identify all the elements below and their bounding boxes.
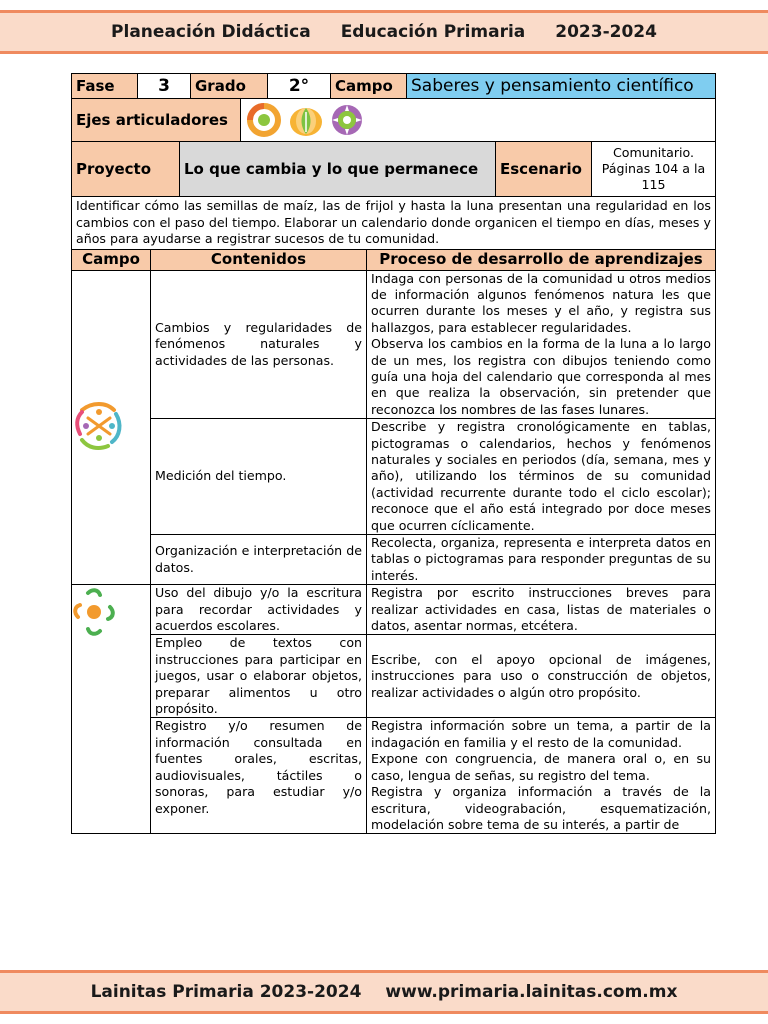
info-table xyxy=(71,73,716,99)
contenido-cell: Medición del tiempo. xyxy=(151,419,367,535)
proyecto-label: Proyecto xyxy=(72,142,180,197)
proceso-cell: Registra información sobre un tema, a partir de la indagación en familia y el resto de la comunidad. Expone con congruencia, de manera oral o, en su caso, lengua de señas, su registro del tema. Registra y organiza información a través de la escritura, videograbación, esquematización, modelación sobre tema de su interés, a partir de xyxy=(367,718,716,834)
escenario-label: Escenario xyxy=(496,142,592,197)
content-table xyxy=(71,197,716,834)
project-table xyxy=(71,142,716,197)
contenido-cell: Registro y/o resumen de información consultada en fuentes orales, escritas, audiovisuales, táctiles o sonoras, para estudiar y/o exponer. xyxy=(151,718,367,834)
table-row xyxy=(72,585,716,635)
footer-banner xyxy=(0,970,768,1014)
col-contenidos: Contenidos xyxy=(151,249,367,270)
proyecto-title: Lo que cambia y lo que permanece xyxy=(180,142,496,197)
campo-icon-cell xyxy=(72,270,151,585)
table-row xyxy=(72,419,716,535)
grado-value: 2° xyxy=(268,74,331,99)
campo-value: Saberes y pensamiento científico xyxy=(407,74,716,99)
ejes-icons-cell xyxy=(241,99,716,142)
footer-url: www.primaria.lainitas.com.mx xyxy=(385,982,678,1002)
contenido-cell: Uso del dibujo y/o la escritura para recordar actividades y acuerdos escolares. xyxy=(151,585,367,635)
interculturalidad-icon xyxy=(245,102,283,138)
proceso-cell: Describe y registra cronológicamente en tablas, pictogramas o calendarios, hechos y fenómenos naturales y sociales en periodos (día, semana, mes y año), utilizando los términos de su comunidad (actividad recurrente durante todo el ciclo escolar); reconoce que el año está integrado por doce meses que ocurren cíclicamente. xyxy=(367,419,716,535)
lenguajes-campo-icon xyxy=(72,587,116,639)
campo-label: Campo xyxy=(331,74,407,99)
contenido-cell: Organización e interpretación de datos. xyxy=(151,535,367,585)
proceso-cell: Registra por escrito instrucciones breves para realizar actividades en casa, listas de materiales o datos, asentar normas, etcétera. xyxy=(367,585,716,635)
col-campo: Campo xyxy=(72,249,151,270)
saberes-campo-icon xyxy=(72,398,126,452)
table-row xyxy=(72,635,716,718)
grado-label: Grado xyxy=(191,74,268,99)
header-title: Planeación Didáctica xyxy=(111,22,311,42)
proceso-cell: Escribe, con el apoyo opcional de imágenes, instrucciones para uso o construcción de objetos, realizar actividades o algún otro propósito. xyxy=(367,635,716,718)
header-banner xyxy=(0,10,768,54)
footer-brand: Lainitas Primaria 2023-2024 xyxy=(90,982,362,1002)
fase-label: Fase xyxy=(72,74,138,99)
project-description: Identificar cómo las semillas de maíz, las de frijol y hasta la luna presentan una regularidad en los cambios con el paso del tiempo. Elaborar un calendario donde organicen el tiempo en días, meses y años para ayudarse a registrar sucesos de tu comunidad. xyxy=(72,197,716,249)
contenido-cell: Cambios y regularidades de fenómenos naturales y actividades de las personas. xyxy=(151,270,367,419)
apropiacion-culturas-icon xyxy=(329,102,365,138)
proceso-cell: Indaga con personas de la comunidad u otros medios de información algunos fenómenos natura les que ocurren durante los meses y el año, y registra sus hallazgos, para establecer regularidades. Observa los cambios en la forma de la luna a lo largo de un mes, los registra con dibujos teniendo como guía una hoja del calendario que corresponda al mes en que realiza la observación, sin pretender que reconozca los nombres de las fases lunares. xyxy=(367,270,716,419)
proceso-cell: Recolecta, organiza, representa e interpreta datos en tablas o pictogramas para responder preguntas de su interés. xyxy=(367,535,716,585)
table-row xyxy=(72,535,716,585)
table-row xyxy=(72,718,716,834)
header-year: 2023-2024 xyxy=(555,22,657,42)
ejes-table xyxy=(71,99,716,142)
planning-sheet xyxy=(71,73,716,834)
table-row xyxy=(72,270,716,419)
col-proceso: Proceso de desarrollo de aprendizajes xyxy=(367,249,716,270)
escenario-value: Comunitario. Páginas 104 a la 115 xyxy=(592,142,716,197)
header-level: Educación Primaria xyxy=(340,22,526,42)
ejes-label: Ejes articuladores xyxy=(72,99,241,142)
campo-icon-cell xyxy=(72,585,151,834)
vida-saludable-icon xyxy=(287,102,325,138)
contenido-cell: Empleo de textos con instrucciones para participar en juegos, usar o elaborar objetos, preparar alimentos u otro propósito. xyxy=(151,635,367,718)
fase-value: 3 xyxy=(138,74,191,99)
